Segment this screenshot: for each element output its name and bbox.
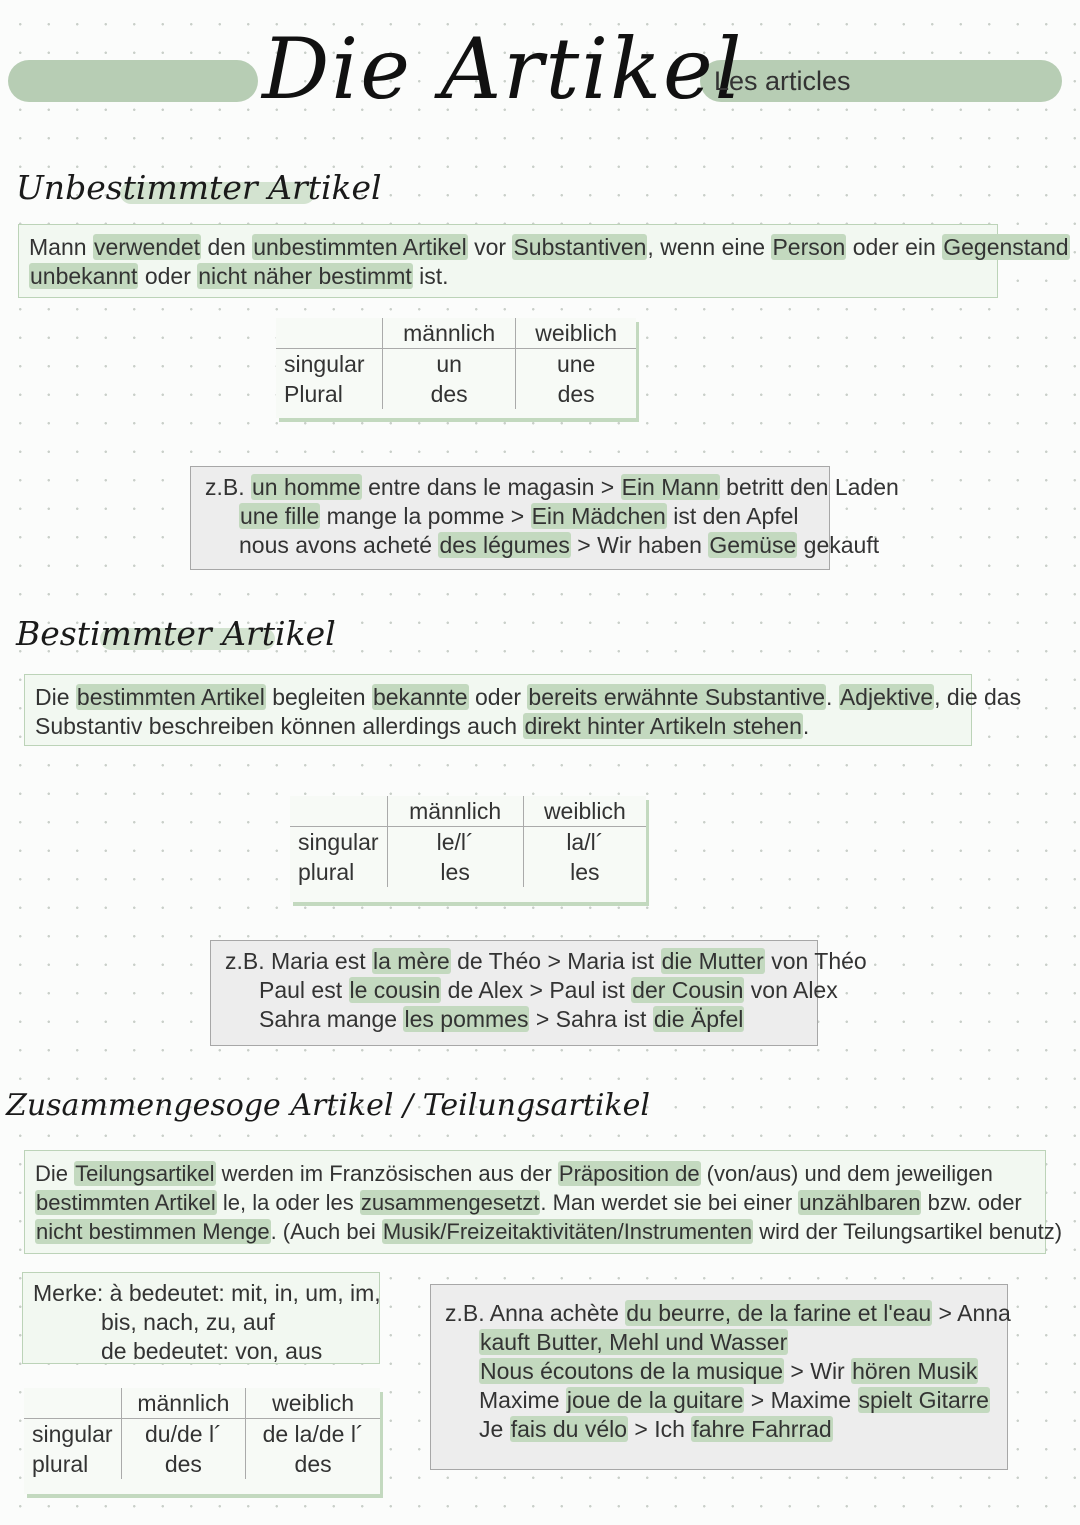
cell: des [557, 381, 595, 407]
text-segment: > Sahra ist [529, 1006, 653, 1032]
article-table-definite [290, 796, 646, 902]
header-masculine: männlich [121, 1388, 246, 1419]
cell: de la/de l´ [246, 1419, 380, 1450]
text-segment: ist. [412, 263, 449, 289]
highlighted-term: Musik/Freizeitaktivitäten/Instrumenten [382, 1219, 753, 1244]
explanation-text [35, 1159, 1063, 1246]
text-segment: Maxime [479, 1387, 566, 1413]
highlighted-term: fais du vélo [510, 1416, 628, 1442]
article-table-partitive [24, 1388, 380, 1494]
row-label-singular: singular [24, 1419, 121, 1450]
text-segment: werden im Französischen aus der [215, 1161, 558, 1186]
text-segment: le, la oder les [216, 1190, 360, 1215]
text-segment: , wenn eine [647, 234, 772, 260]
text-segment: von Alex [744, 977, 838, 1003]
text-segment: z.B. Anna achète [445, 1300, 626, 1326]
header-feminine: weiblich [535, 320, 618, 346]
highlighted-term: verwendet [93, 234, 201, 260]
explanation-box-partitive [24, 1150, 1063, 1254]
cell: une [516, 349, 636, 380]
highlighted-term: bereits erwähnte Substantive [528, 684, 826, 710]
row-label-plural: Plural [276, 379, 383, 409]
text-line [225, 947, 867, 976]
highlighted-term: hören Musik [852, 1358, 978, 1384]
highlighted-term: Person [772, 234, 846, 260]
text-segment: . Man werdet sie bei einer [540, 1190, 799, 1215]
header-masculine: männlich [387, 796, 523, 827]
highlighted-term: Ein Mann [621, 474, 719, 500]
text-segment: ist den Apfel [666, 503, 799, 529]
cell: des [383, 379, 516, 409]
highlighted-term: der Cousin [632, 977, 744, 1003]
explanation-text [35, 683, 1022, 741]
cell: les [570, 859, 600, 885]
page-subtitle: Les articles [714, 66, 851, 96]
example-text [445, 1299, 1011, 1444]
highlighted-term: la mère [372, 948, 450, 974]
cell: le/l´ [387, 827, 523, 858]
text-segment: oder ein [846, 234, 943, 260]
highlighted-term: unbekannt [30, 263, 138, 289]
highlighted-term: direkt hinter Artikeln stehen [524, 713, 802, 739]
highlighted-term: spielt Gitarre [858, 1387, 989, 1413]
highlighted-term: zusammengesetzt [360, 1190, 540, 1215]
text-segment: . [802, 713, 810, 739]
section-heading-indefinite: Unbestimmter Artikel [16, 168, 382, 207]
highlighted-term: die Äpfel [653, 1006, 744, 1032]
example-box-partitive [430, 1284, 1011, 1470]
header-feminine: weiblich [543, 798, 626, 824]
example-text [225, 947, 867, 1034]
text-line [445, 1299, 1011, 1328]
text-line [445, 1328, 993, 1357]
text-line [29, 233, 1069, 262]
header-left-bar [8, 60, 258, 102]
text-segment: Die [35, 1161, 75, 1186]
example-box-indefinite [190, 466, 899, 570]
highlighted-term: Gegenstand [943, 234, 1069, 260]
highlighted-term: du beurre, de la farine et l'eau [626, 1300, 932, 1326]
highlighted-term: le cousin [349, 977, 441, 1003]
explanation-box-indefinite [18, 224, 1069, 298]
text-segment: z.B. Maria est [225, 948, 372, 974]
text-segment: de Théo > Maria ist [450, 948, 661, 974]
text-segment: begleiten [265, 684, 372, 710]
text-segment: den [201, 234, 253, 260]
text-segment: wird der Teilungsartikel benutz) [753, 1219, 1063, 1244]
text-line [205, 502, 815, 531]
text-line [225, 1005, 803, 1034]
highlighted-term: Substantiven [513, 234, 647, 260]
text-segment: Mann [29, 234, 93, 260]
text-segment: . (Auch bei [270, 1219, 382, 1244]
text-segment: von Théo [764, 948, 867, 974]
text-line [29, 262, 987, 291]
text-line [35, 712, 961, 741]
text-segment: > Anna [932, 1300, 1011, 1326]
highlighted-term: die Mutter [661, 948, 764, 974]
text-segment: de Alex > Paul ist [441, 977, 632, 1003]
highlighted-term: bekannte [372, 684, 468, 710]
cell: des [121, 1449, 246, 1479]
cell: les [387, 857, 523, 887]
text-line [445, 1357, 993, 1386]
text-segment: , die das [934, 684, 1022, 710]
highlighted-term: bestimmten Artikel [36, 1190, 216, 1215]
highlighted-term: Nous écoutons de la musique [480, 1358, 784, 1384]
row-label-singular: singular [276, 349, 383, 380]
text-segment: oder [138, 263, 198, 289]
explanation-box-definite [24, 674, 1022, 746]
highlighted-term: des légumes [439, 532, 570, 558]
text-segment: Sahra mange [259, 1006, 404, 1032]
page-title: Die Artikel [262, 20, 744, 118]
highlighted-term: bestimmten Artikel [76, 684, 265, 710]
text-line [205, 531, 880, 560]
highlighted-term: fahre Fahrrad [692, 1416, 832, 1442]
highlighted-term: nicht näher bestimmt [198, 263, 412, 289]
header-masculine: männlich [383, 318, 516, 349]
merke-line: de bedeutet: von, aus [101, 1338, 323, 1364]
text-line [35, 1188, 1035, 1217]
text-line [225, 976, 838, 1005]
cell: des [294, 1451, 332, 1477]
text-segment: nous avons acheté [239, 532, 439, 558]
highlighted-term: une fille [240, 503, 320, 529]
cell: un [383, 349, 516, 380]
text-line [445, 1386, 993, 1415]
section-heading-partitive: Zusammengesoge Artikel / Teilungsartikel [6, 1088, 650, 1123]
text-line [35, 683, 1022, 712]
text-line [445, 1415, 993, 1444]
highlighted-term: unzählbaren [799, 1190, 921, 1215]
example-box-definite [210, 940, 867, 1046]
text-segment: . [826, 684, 839, 710]
merke-box [22, 1272, 380, 1364]
example-text [205, 473, 899, 560]
cell: du/de l´ [121, 1419, 246, 1450]
explanation-text [29, 233, 1069, 291]
header-feminine: weiblich [272, 1390, 354, 1416]
text-segment: > Maxime [744, 1387, 858, 1413]
highlighted-term: les pommes [404, 1006, 529, 1032]
text-segment: bzw. oder [921, 1190, 1022, 1215]
highlighted-term: un homme [252, 474, 361, 500]
text-segment: vor [467, 234, 513, 260]
text-line [35, 1159, 1035, 1188]
text-line [205, 473, 899, 502]
section-heading-definite: Bestimmter Artikel [16, 614, 336, 653]
text-segment: > Ich [628, 1416, 692, 1442]
cell: la/l´ [523, 827, 646, 858]
text-segment: Je [479, 1416, 510, 1442]
text-segment: mange la pomme > [320, 503, 531, 529]
merke-line: bis, nach, zu, auf [101, 1309, 275, 1335]
highlighted-term: joue de la guitare [566, 1387, 744, 1413]
highlighted-term: Präposition de [558, 1161, 700, 1186]
text-segment: z.B. [205, 474, 252, 500]
text-segment: Substantiv beschreiben können allerdings auch [35, 713, 524, 739]
row-label-plural: plural [290, 857, 387, 887]
text-segment: gekauft [797, 532, 880, 558]
merke-line: Merke: à bedeutet: mit, in, um, im, [33, 1280, 381, 1306]
highlighted-term: Gemüse [709, 532, 797, 558]
text-segment: Paul est [259, 977, 349, 1003]
text-segment: > Wir haben [570, 532, 709, 558]
highlighted-term: Adjektive [839, 684, 934, 710]
text-line [35, 1217, 1063, 1246]
row-label-singular: singular [290, 827, 387, 858]
text-segment: betritt den Laden [719, 474, 899, 500]
row-label-plural: plural [24, 1449, 121, 1479]
text-segment: entre dans le magasin > [361, 474, 621, 500]
text-segment: > Wir [784, 1358, 852, 1384]
text-segment: (von/aus) und dem jeweiligen [700, 1161, 993, 1186]
text-segment: oder [468, 684, 528, 710]
highlighted-term: Teilungsartikel [75, 1161, 215, 1186]
highlighted-term: unbestimmten Artikel [253, 234, 467, 260]
highlighted-term: kauft Butter, Mehl und Wasser [480, 1329, 788, 1355]
text-segment: Die [35, 684, 76, 710]
article-table-indefinite [276, 318, 636, 418]
highlighted-term: nicht bestimmen Menge [36, 1219, 270, 1244]
highlighted-term: Ein Mädchen [531, 503, 666, 529]
